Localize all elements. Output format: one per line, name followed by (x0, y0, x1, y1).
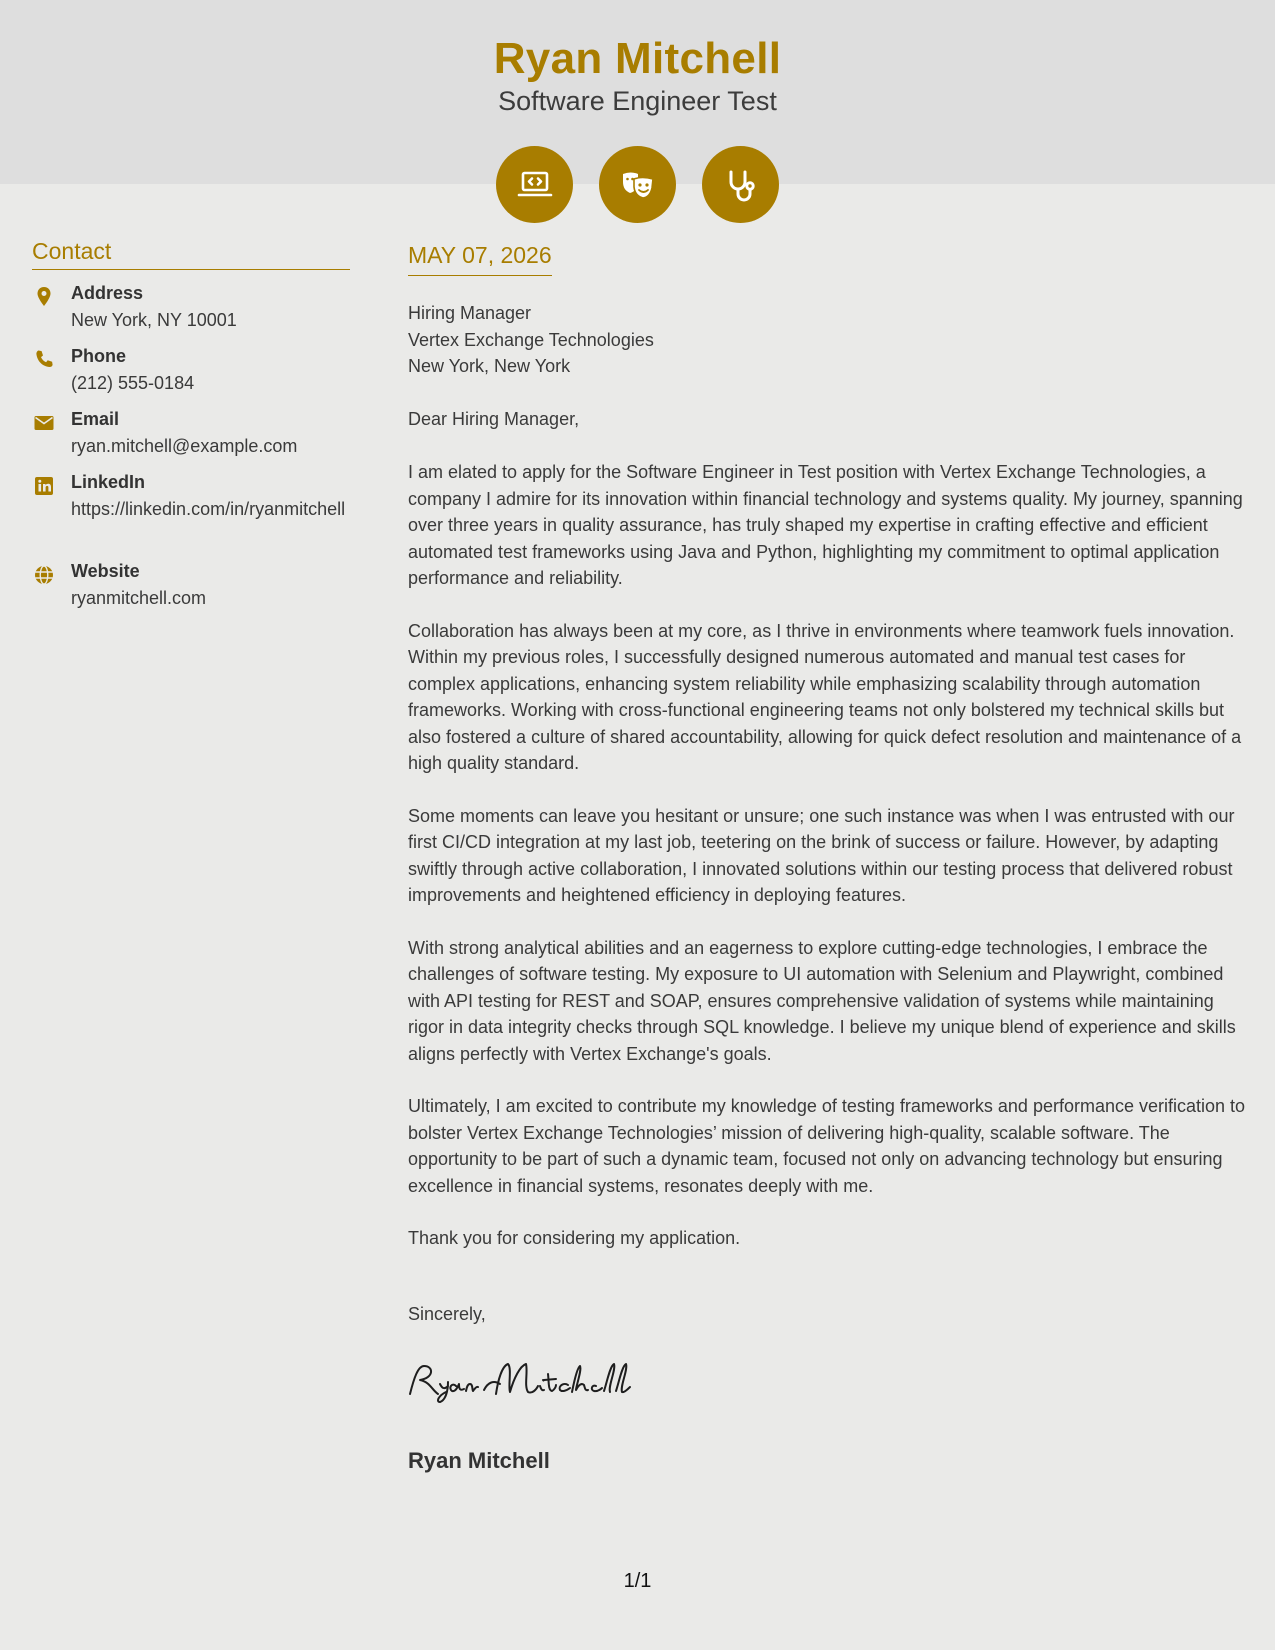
job-title: Software Engineer Test (498, 86, 777, 116)
page-number: 1/1 (623, 1570, 652, 1592)
phone-label: Phone (71, 346, 127, 366)
recipient-block (408, 300, 654, 380)
linkedin-icon (32, 474, 56, 498)
linkedin-value[interactable]: https://linkedin.com/in/ryanmitchell (71, 499, 346, 519)
letter-date: MAY 07, 2026 (408, 242, 552, 276)
contact-heading: Contact (32, 238, 350, 270)
masks-theater-icon (599, 146, 676, 223)
body-paragraph: Collaboration has always been at my core, as I thrive in environments where teamwork fuels innovation. Within my previous roles, I successfully designed numerous automated and manual test cases for complex applications, enhancing system reliability while emphasizing scalability through automation frameworks. Working with cross-functional engineering teams not only bolstered my technical skills but also fostered a culture of shared accountability, allowing for quick defect resolution and maintenance of a high quality standard. (408, 620, 1242, 773)
address-value: New York, NY 10001 (71, 310, 237, 330)
closing: Sincerely, (408, 1304, 486, 1324)
body-paragraph: Ultimately, I am excited to contribute my knowledge of testing frameworks and performance verification to bolster Vertex Exchange Technologies’ mission of delivering high-quality, scalable software. The opportunity to be part of such a dynamic team, focused not only on advancing technology but ensuring excellence in financial systems, resonates deeply with me. (408, 1096, 1246, 1196)
interest-badges (496, 146, 779, 223)
address-label: Address (71, 283, 144, 303)
signer-name: Ryan Mitchell (408, 1448, 550, 1473)
phone-value: (212) 555-0184 (71, 373, 195, 393)
email-label: Email (71, 409, 120, 429)
recipient-line: Hiring Manager (408, 303, 532, 323)
envelope-icon (32, 411, 56, 435)
recipient-line: New York, New York (408, 356, 571, 376)
globe-icon (32, 563, 56, 587)
phone-icon (32, 348, 56, 372)
linkedin-label: LinkedIn (71, 472, 146, 492)
stethoscope-icon (702, 146, 779, 223)
website-label: Website (71, 561, 140, 581)
body-paragraph: Thank you for considering my application. (408, 1228, 741, 1248)
email-value[interactable]: ryan.mitchell@example.com (71, 436, 298, 456)
website-value[interactable]: ryanmitchell.com (71, 588, 207, 608)
body-paragraph: With strong analytical abilities and an eagerness to explore cutting-edge technologies, I embrace the challenges of software testing. My exposure to UI automation with Selenium and Playwright, combined with API testing for REST and SOAP, ensures comprehensive validation of systems while maintaining rigor in data integrity checks through SQL knowledge. I believe my unique blend of experience and skills aligns perfectly with Vertex Exchange's goals. (408, 937, 1236, 1064)
recipient-line: Vertex Exchange Technologies (408, 329, 654, 350)
location-pin-icon (32, 285, 56, 309)
body-paragraph: Some moments can leave you hesitant or unsure; one such instance was when I was entrusted with our first CI/CD integration at my last job, teetering on the brink of success or failure. However, by adapting swiftly through active collaboration, I innovated solutions within our testing process that delivered robust improvements and heightened efficiency in deploying features. (408, 805, 1235, 905)
body-paragraph: I am elated to apply for the Software Engineer in Test position with Vertex Exchange Technologies, a company I admire for its innovation within financial technology and systems quality. My journey, spanning over three years in quality assurance, has truly shaped my expertise in crafting effective and efficient automated test frameworks using Java and Python, highlighting my commitment to optimal application performance and reliability. (408, 462, 1243, 588)
salutation: Dear Hiring Manager, (408, 409, 580, 429)
applicant-name: Ryan Mitchell (493, 34, 782, 83)
handwritten-signature (404, 1356, 634, 1406)
letter-body (408, 459, 1248, 1278)
laptop-code-icon (496, 146, 573, 223)
